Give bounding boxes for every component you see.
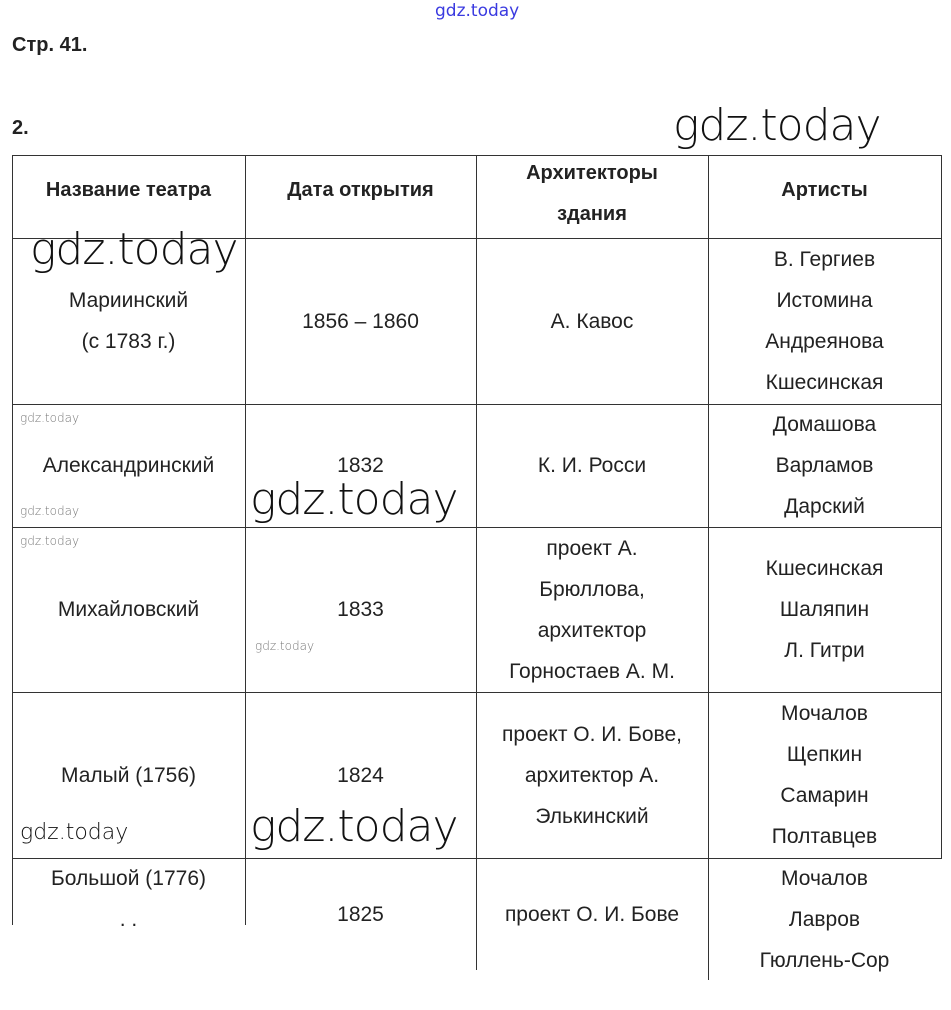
artists-cell <box>708 692 941 858</box>
cell-text: Л. Гитри <box>784 639 865 662</box>
cell-text: Большой (1776) <box>51 867 206 890</box>
cell-text: Шаляпин <box>779 598 870 621</box>
watermark: gdz.today <box>20 504 80 518</box>
watermark: gdz.today <box>250 801 458 852</box>
cell-text: Михайловский <box>57 598 200 621</box>
opening-date-cell <box>245 858 476 970</box>
task-number: 2. <box>12 117 29 139</box>
opening-date-cell <box>245 527 476 692</box>
cell-text: Мариинский <box>68 289 189 312</box>
watermark: gdz.today <box>250 474 458 525</box>
watermark: gdz.today <box>673 100 881 151</box>
watermark: gdz.today <box>30 224 238 275</box>
artists-cell <box>708 858 941 988</box>
cell-text: Щепкин <box>786 743 863 766</box>
cell-text: Гюллень-Сор <box>759 949 890 972</box>
cell-text: Брюллова, <box>539 577 645 601</box>
cell-text: (с 1783 г.) <box>81 330 176 353</box>
cell-text: проект О. И. Бове <box>504 902 680 926</box>
header-artists: Артисты <box>781 178 868 201</box>
cell-text: Лавров <box>788 908 861 931</box>
cell-text: 1833 <box>337 598 384 621</box>
cell-text: Мочалов <box>781 702 868 725</box>
cell-text: проект О. И. Бове, <box>502 722 682 746</box>
page-label: Стр. 41. <box>12 34 88 56</box>
cell-text: 1824 <box>337 763 384 787</box>
header-theatre-name: Название театра <box>45 178 212 201</box>
cell-text: Самарин <box>780 784 869 807</box>
cell-text: Андреянова <box>765 330 884 353</box>
cell-text: В. Гергиев <box>773 248 876 271</box>
architects-cell <box>476 692 708 858</box>
cell-text: архитектор <box>537 618 647 642</box>
artists-cell <box>708 238 941 404</box>
opening-date-cell <box>245 238 476 404</box>
watermark: gdz.today <box>20 411 80 425</box>
cell-text: Дарский <box>784 495 865 518</box>
cell-text: 1825 <box>337 902 384 926</box>
theatre-name-cell <box>12 858 245 970</box>
watermark-top: gdz.today <box>435 1 520 21</box>
cell-text: . . <box>119 908 138 931</box>
watermark: gdz.today <box>20 820 129 845</box>
cell-text: Горностаев А. М. <box>509 659 675 683</box>
architects-cell <box>476 238 708 404</box>
cell-text: Мочалов <box>781 867 868 890</box>
header-opening-date: Дата открытия <box>287 178 434 201</box>
cell-text: 1832 <box>337 454 384 477</box>
architects-cell <box>476 404 708 527</box>
cell-text: Домашова <box>772 413 877 436</box>
artists-cell <box>708 527 941 692</box>
cell-text: Кшесинская <box>765 371 884 394</box>
cell-text: А. Кавос <box>550 309 634 333</box>
architects-cell <box>476 858 708 970</box>
cell-text: К. И. Росси <box>537 454 647 477</box>
cell-text: Малый (1756) <box>60 763 197 787</box>
cell-text: Элькинский <box>535 804 649 828</box>
cell-text: Кшесинская <box>765 557 884 580</box>
watermark: gdz.today <box>20 534 80 548</box>
cell-text: Варламов <box>775 454 874 477</box>
artists-cell <box>708 404 941 527</box>
architects-cell <box>476 527 708 692</box>
cell-text: Полтавцев <box>771 825 878 848</box>
cell-text: проект А. <box>546 536 638 560</box>
header-architects: Архитекторы здания <box>526 162 658 225</box>
cell-text: архитектор А. <box>524 763 660 787</box>
theatre-name-cell <box>12 527 245 692</box>
watermark: gdz.today <box>255 639 315 653</box>
cell-text: Александринский <box>42 454 215 477</box>
cell-text: 1856 – 1860 <box>302 309 419 333</box>
cell-text: Истомина <box>776 289 873 312</box>
